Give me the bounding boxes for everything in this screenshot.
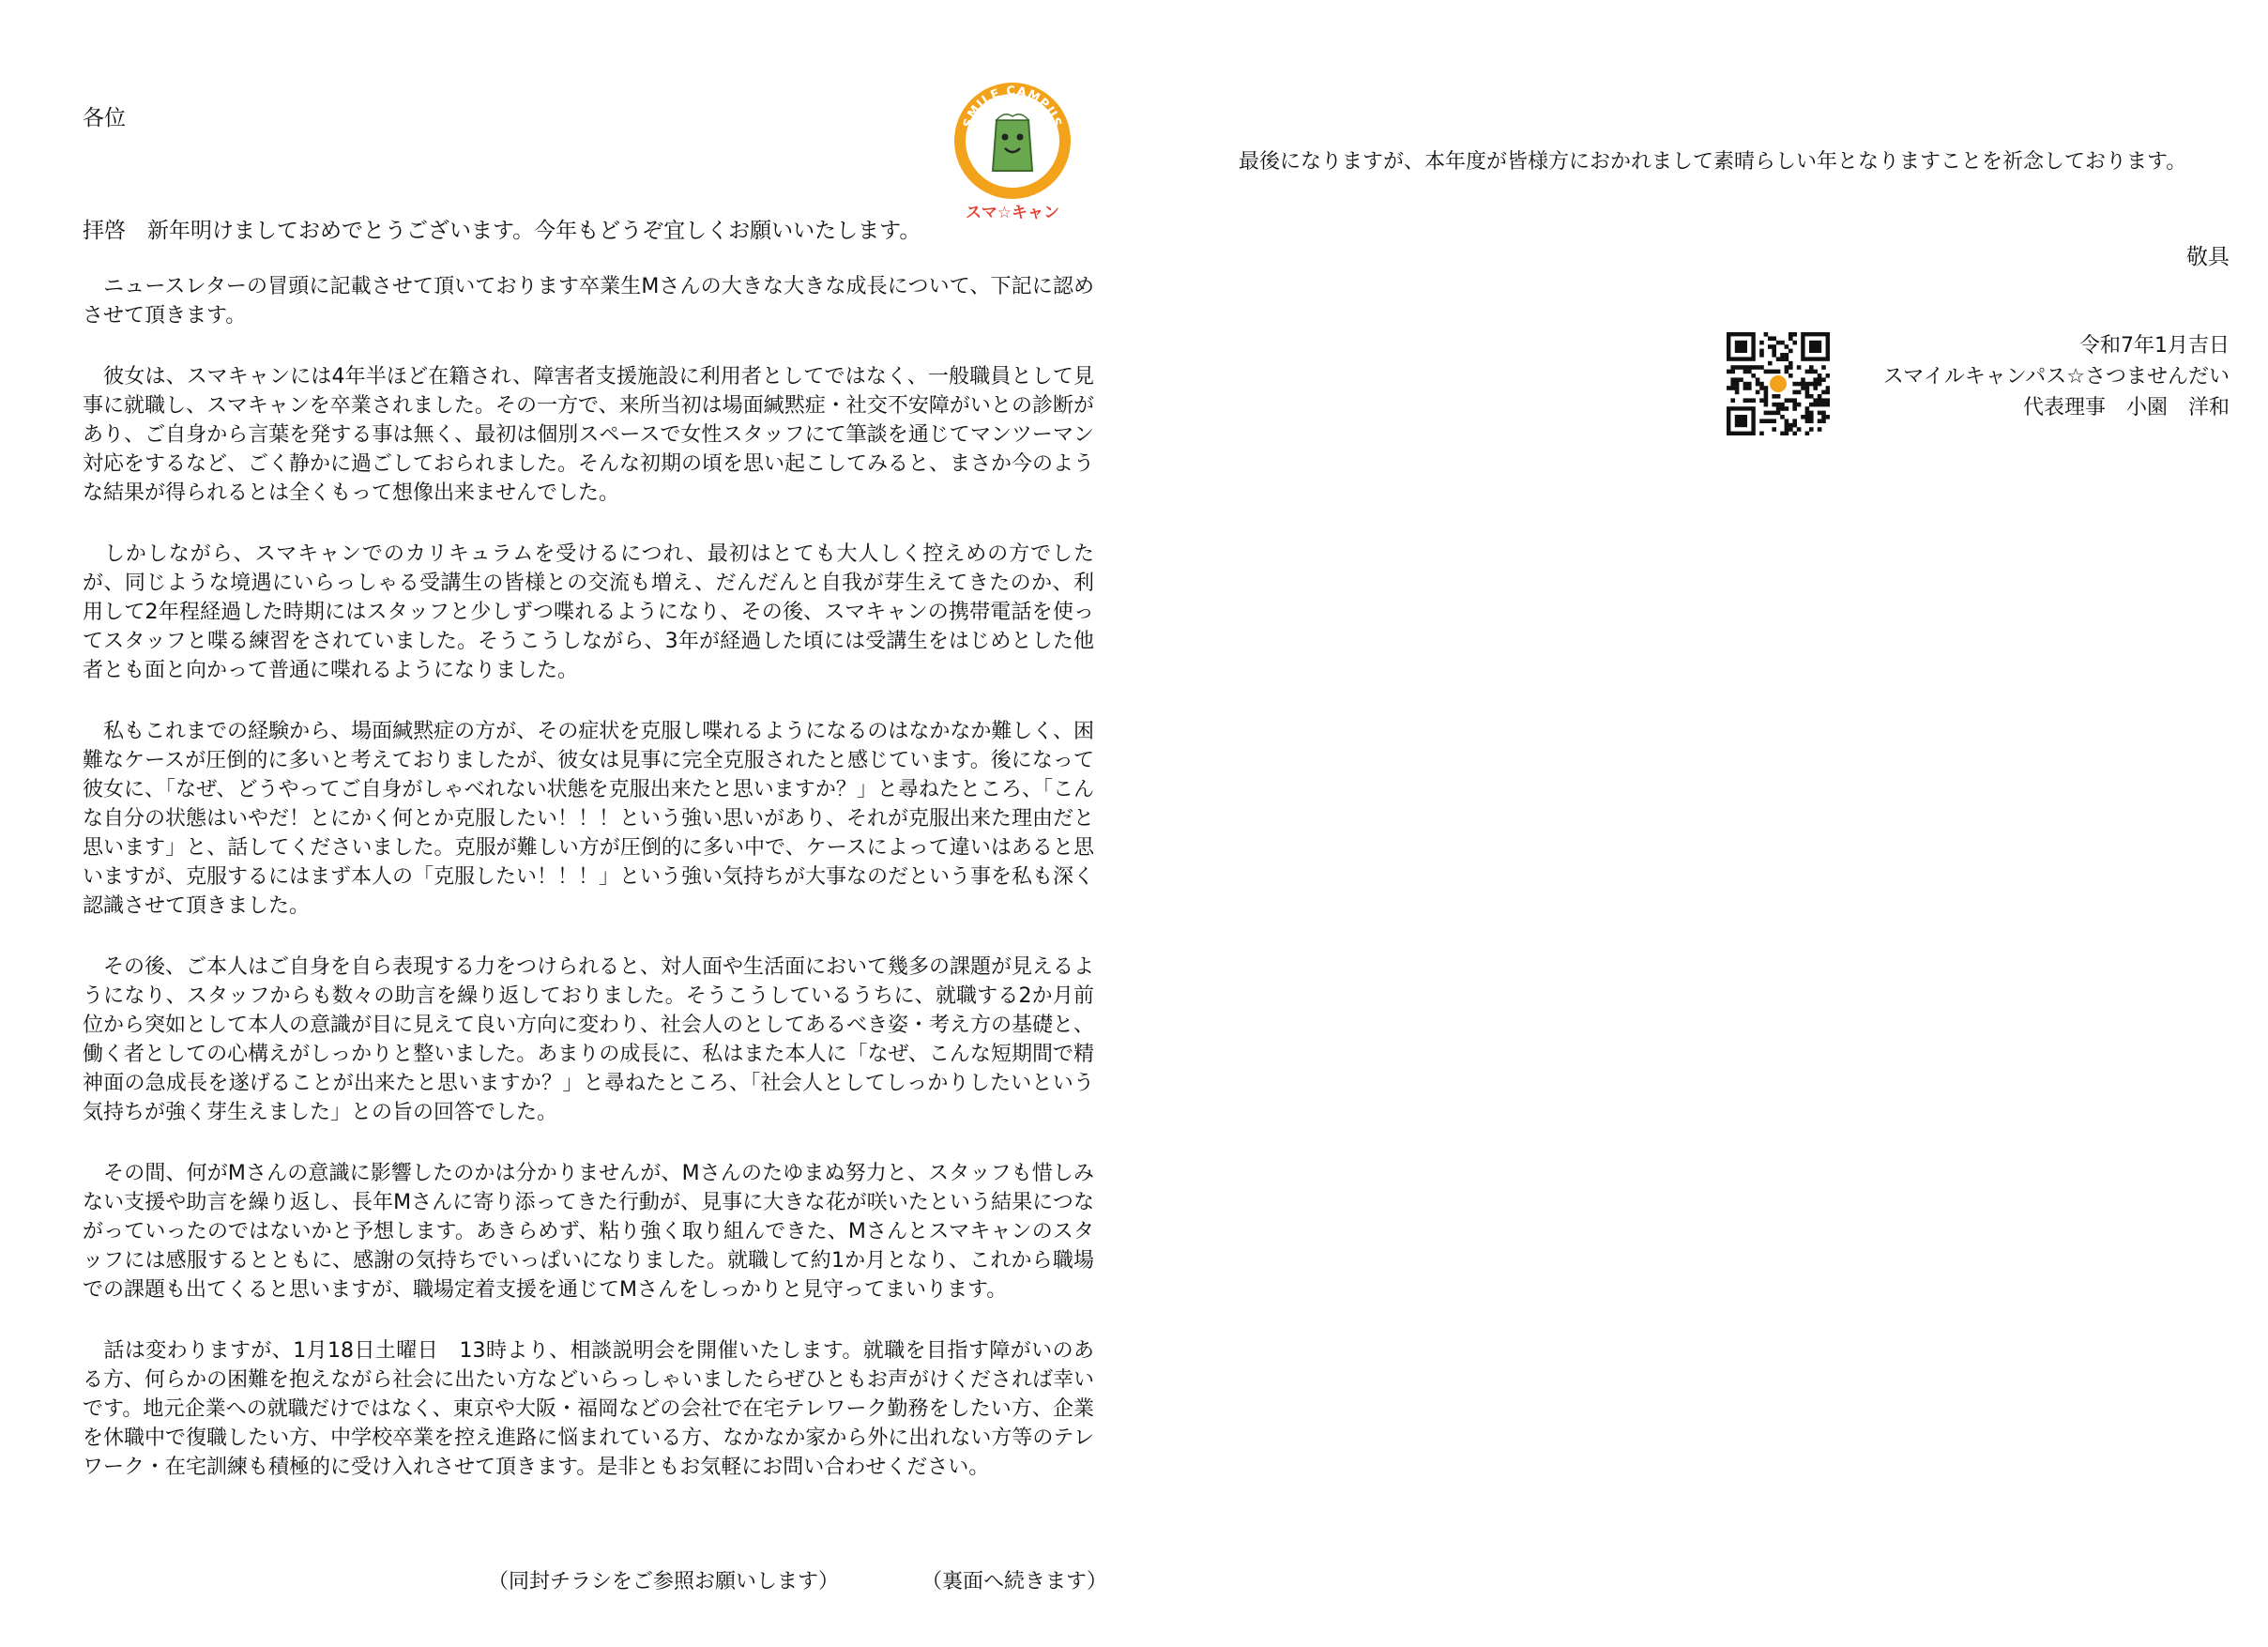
enclosure-notes: [488, 1568, 1107, 1596]
letter-date: 令和7年1月吉日: [2079, 334, 2230, 358]
qr-code-icon: [1727, 332, 1830, 435]
organization-name: スマイルキャンパス☆さつませんだい: [1882, 365, 2230, 389]
smile-campus-logo: [950, 79, 1075, 233]
keigu: 敬具: [2186, 245, 2230, 269]
qr-code-graphic: [1727, 332, 1830, 435]
paragraph: しかしながら、スマキャンでのカリキュラムを受けるにつれ、最初はとても大人しく控えめの方でしたが、同じような境遇にいらっしゃる受講生の皆様との交流も増え、だんだんと自我が芽生えてきたのか、利用して2年程経過した時期にはスタッフと少しずつ喋れるようになり、その後、スマキャンの携帯電話を使ってスタッフと喋る練習をされていました。そうこうしながら、3年が経過した頃には受講生をはじめとした他者とも面と向かって普通に喋れるようになりました。: [83, 542, 1094, 682]
signer-name: 代表理事 小園 洋和: [2022, 396, 2230, 419]
continued-note: （裏面へ続きます）: [921, 1570, 1107, 1594]
signature-block: [1883, 330, 2230, 423]
letter-body: [83, 101, 1094, 1482]
paragraph: その間、何がMさんの意識に影響したのかは分かりませんが、Mさんのたゆまぬ努力と、スタッフも惜しみない支援や助言を繰り返し、長年Mさんに寄り添ってきた行動が、見事に大きな花が咲いたという結果につながっていったのではないかと予想します。あきらめず、粘り強く取り組んできた、Mさんとスマキャンのスタッフには感服するとともに、感謝の気持ちでいっぱいになりました。就職して約1か月となり、これから職場での課題も出てくると思いますが、職場定着支援を通じてMさんをしっかりと見守ってまいります。: [83, 1162, 1094, 1302]
greeting: 拝啓 新年明けましておめでとうございます。今年もどうぞ宜しくお願いいたします。: [83, 219, 921, 243]
paragraph: ニュースレターの冒頭に記載させて頂いております卒業生Mさんの大きな大きな成長について、下記に認めさせて頂きます。: [83, 275, 1094, 328]
closing-line: 最後になりますが、本年度が皆様方におかれまして素晴らしい年となりますことを祈念しております。: [1239, 150, 2187, 174]
logo-bottom-text: SATSUMASENDAI: [982, 169, 1043, 190]
paragraph: 話は変わりますが、1月18日土曜日 13時より、相談説明会を開催いたします。就職を目指す障がいのある方、何らかの困難を抱えながら社会に出たい方などいらっしゃいましたらぜひともお声がけくだされば幸いです。地元企業への就職だけではなく、東京や大阪・福岡などの会社で在宅テレワーク勤務をしたい方、企業を休職中で復職したい方、中学校卒業を控え進路に悩まれている方、なかなか家から外に出れない方等のテレワーク・在宅訓練も積極的に受け入れさせて頂きます。是非ともお気軽にお問い合わせください。: [83, 1339, 1094, 1479]
paragraph: 彼女は、スマキャンには4年半ほど在籍され、障害者支援施設に利用者としてではなく、一般職員として見事に就職し、スマキャンを卒業されました。その一方で、来所当初は場面緘黙症・社交不安障がいとの診断があり、ご自身から言葉を発する事は無く、最初は個別スペースで女性スタッフにて筆談を通じてマンツーマン対応をするなど、ごく静かに過ごしておられました。そんな初期の頃を思い起こしてみると、まさか今のような結果が得られるとは全くもって想像出来ませんでした。: [83, 365, 1095, 505]
logo-brand-text: スマ☆キャン: [966, 204, 1059, 222]
enclosure-note: （同封チラシをご参照お願いします）: [488, 1570, 840, 1594]
salutation: 各位: [83, 106, 126, 130]
paragraph: その後、ご本人はご自身を自ら表現する力をつけられると、対人面や生活面において幾多の課題が見えるようになり、スタッフからも数々の助言を繰り返しておりました。そうこうしているうちに、就職する2か月前位から突如として本人の意識が目に見えて良い方向に変わり、社会人のとしてあるべき姿・考え方の基礎と、働く者としての心構えがしっかりと整いました。あまりの成長に、私はまた本人に「なぜ、こんな短期間で精神面の急成長を遂げることが出来たと思いますか？」と尋ねたところ、「社会人としてしっかりしたいという気持ちが強く芽生えました」との旨の回答でした。: [83, 955, 1095, 1124]
logo-icon: [950, 79, 1075, 233]
logo-top-text: SMILE CAMPUS: [961, 84, 1064, 130]
paragraph: 私もこれまでの経験から、場面緘黙症の方が、その症状を克服し喋れるようになるのはなかなか難しく、困難なケースが圧倒的に多いと考えておりましたが、彼女は見事に完全克服されたと感じています。後になって彼女に、「なぜ、どうやってご自身がしゃべれない状態を克服出来たと思いますか？」と尋ねたところ、「こんな自分の状態はいやだ！とにかく何とか克服したい！！！という強い思いがあり、それが克服出来た理由だと思います」と、話してくださいました。克服が難しい方が圧倒的に多い中で、ケースによって違いはあると思いますが、克服するにはまず本人の「克服したい！！！」という強い気持ちが大事なのだという事を私も深く認識させて頂きました。: [83, 720, 1095, 918]
